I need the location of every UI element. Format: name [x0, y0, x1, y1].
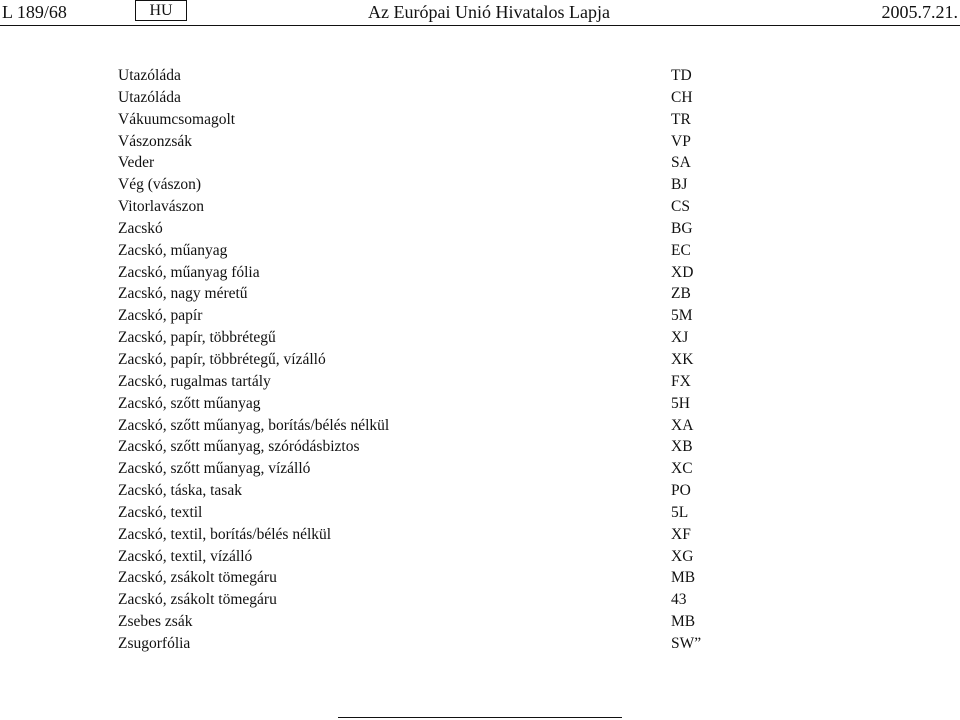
packaging-name: Zacskó, szőtt műanyag [118, 394, 261, 412]
table-row [118, 305, 718, 327]
packaging-code: FX [671, 372, 691, 390]
packaging-name: Vitorlavászon [118, 198, 205, 216]
packaging-code: 5H [671, 394, 690, 412]
packaging-code: 5L [671, 503, 689, 521]
header-divider [0, 25, 960, 26]
packaging-code: EC [671, 241, 691, 259]
packaging-code: XF [671, 525, 691, 543]
table-row [118, 415, 718, 437]
table-row [118, 196, 718, 218]
packaging-name: Zacskó, műanyag fólia [118, 263, 260, 281]
packaging-code: MB [671, 613, 696, 631]
table-row [118, 152, 718, 174]
packaging-code: TR [671, 110, 691, 128]
packaging-code: CS [671, 198, 690, 216]
packaging-name: Utazóláda [118, 88, 181, 106]
packaging-code: 43 [671, 591, 687, 609]
packaging-name: Zacskó, papír, többrétegű, vízálló [118, 350, 326, 368]
packaging-name: Zacskó, műanyag [118, 241, 228, 259]
language-badge: HU [135, 0, 187, 21]
table-row [118, 283, 718, 305]
packaging-code: BG [671, 219, 693, 237]
packaging-code: XD [671, 263, 694, 281]
table-row [118, 174, 718, 196]
table-row [118, 524, 718, 546]
publication-date: 2005.7.21. [881, 2, 958, 22]
packaging-name: Veder [118, 154, 155, 172]
table-row [118, 327, 718, 349]
packaging-name: Zacskó, szőtt műanyag, vízálló [118, 460, 311, 478]
packaging-name: Utazóláda [118, 67, 181, 84]
packaging-name: Zsugorfólia [118, 634, 191, 652]
packaging-code: XJ [671, 329, 689, 347]
table-row [118, 567, 718, 589]
packaging-code: SA [671, 154, 691, 172]
packaging-code: XC [671, 460, 693, 478]
packaging-code: 5M [671, 307, 693, 325]
packaging-name: Zacskó, szőtt műanyag, borítás/bélés nélkül [118, 416, 390, 434]
packaging-name: Zacskó, textil [118, 503, 203, 521]
packaging-name: Vákuumcsomagolt [118, 110, 236, 128]
table-row [118, 589, 718, 611]
footnote-divider [338, 717, 622, 718]
table-row [118, 109, 718, 131]
table-row [118, 262, 718, 284]
packaging-code: XB [671, 438, 693, 456]
packaging-code: VP [671, 132, 691, 150]
packaging-name: Zacskó, rugalmas tartály [118, 372, 271, 390]
table-row [118, 611, 718, 633]
table-row [118, 480, 718, 502]
packaging-name: Zsebes zsák [118, 613, 193, 631]
packaging-code: BJ [671, 176, 688, 194]
packaging-name: Zacskó [118, 219, 163, 237]
page-reference: L 189/68 [2, 2, 67, 22]
packaging-code: XA [671, 416, 694, 434]
packaging-code: TD [671, 67, 692, 84]
table-row [118, 218, 718, 240]
packaging-name: Zacskó, papír [118, 307, 203, 325]
table-row [118, 458, 718, 480]
packaging-code: ZB [671, 285, 691, 303]
packaging-code: XG [671, 547, 694, 565]
packaging-code: MB [671, 569, 696, 587]
packaging-name: Zacskó, szőtt műanyag, szóródásbiztos [118, 438, 360, 456]
packaging-name: Zacskó, textil, borítás/bélés nélkül [118, 525, 332, 543]
packaging-code-table [118, 65, 718, 655]
packaging-name: Vászonzsák [118, 132, 193, 150]
table-row [118, 349, 718, 371]
table-row [118, 87, 718, 109]
packaging-code: SW” [671, 634, 702, 652]
packaging-name: Zacskó, papír, többrétegű [118, 329, 276, 347]
packaging-code: CH [671, 88, 693, 106]
packaging-name: Vég (vászon) [118, 176, 202, 194]
table-row [118, 371, 718, 393]
packaging-name: Zacskó, textil, vízálló [118, 547, 253, 565]
table-row [118, 240, 718, 262]
table-row [118, 65, 718, 87]
journal-title: Az Európai Unió Hivatalos Lapja [368, 2, 610, 22]
page-header [0, 0, 960, 24]
packaging-name: Zacskó, zsákolt tömegáru [118, 591, 277, 609]
table-row [118, 393, 718, 415]
table-row [118, 436, 718, 458]
table-row [118, 131, 718, 153]
packaging-name: Zacskó, nagy méretű [118, 285, 248, 303]
packaging-name: Zacskó, táska, tasak [118, 482, 242, 500]
packaging-code: PO [671, 482, 691, 500]
table-row [118, 633, 718, 655]
table-row [118, 546, 718, 568]
packaging-name: Zacskó, zsákolt tömegáru [118, 569, 277, 587]
table-row [118, 502, 718, 524]
packaging-code: XK [671, 350, 694, 368]
